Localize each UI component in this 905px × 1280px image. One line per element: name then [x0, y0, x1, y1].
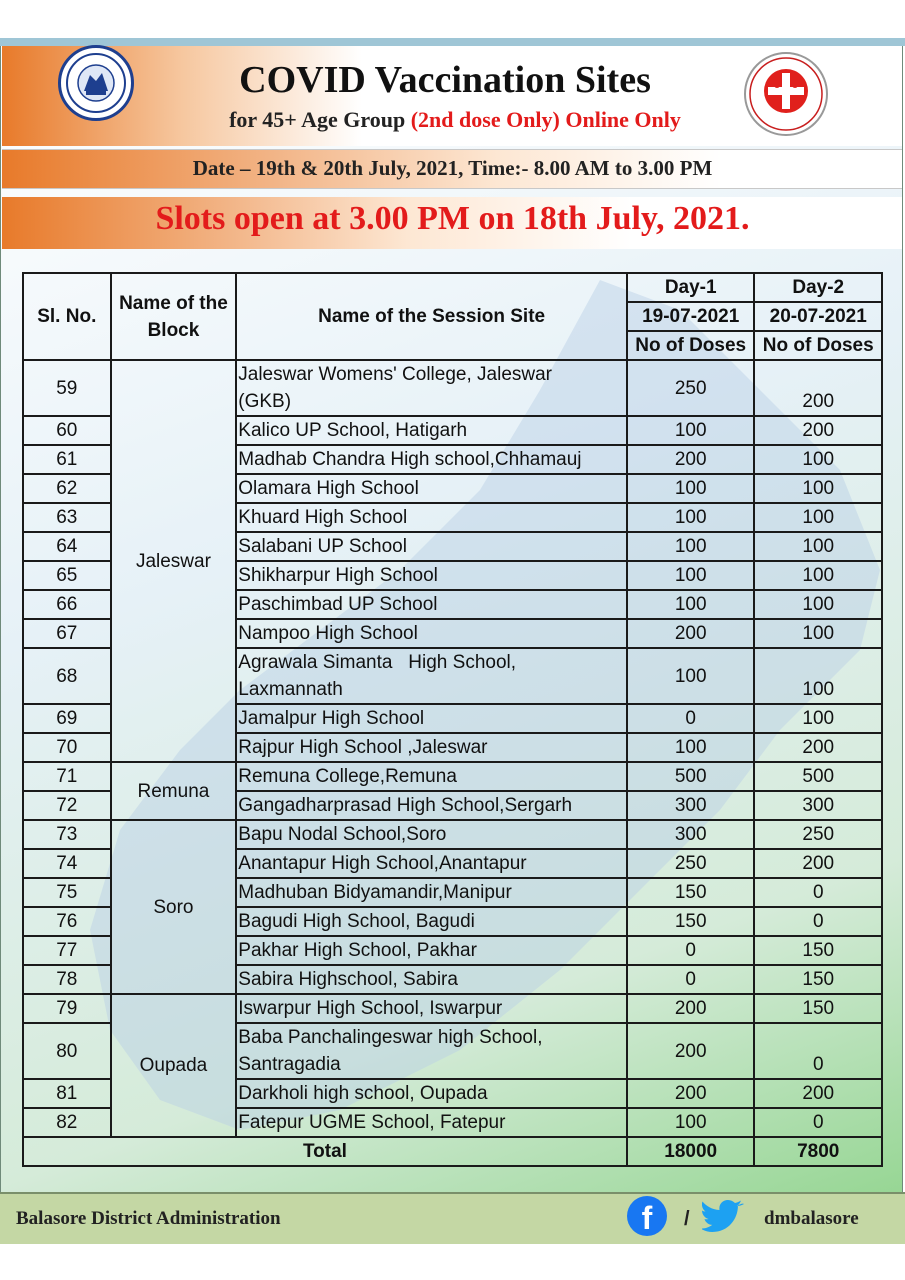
- block-cell-remuna: Remuna: [111, 762, 237, 820]
- row-site: [236, 1023, 627, 1079]
- row-sl: 71: [23, 762, 111, 791]
- header-day2: Day-2: [754, 273, 882, 302]
- row-sl: 63: [23, 503, 111, 532]
- row-day2-doses: 200: [754, 733, 882, 762]
- row-site-line2: Laxmannath: [238, 679, 343, 700]
- row-site: Sabira Highschool, Sabira: [236, 965, 627, 994]
- header-block: Name of the Block: [111, 273, 237, 360]
- row-sl: 80: [23, 1023, 111, 1079]
- row-day2-doses: 200: [754, 360, 882, 416]
- row-day1-doses: 0: [627, 704, 755, 733]
- total-label: Total: [23, 1137, 627, 1166]
- row-day1-doses: 100: [627, 590, 755, 619]
- top-strip: [0, 38, 905, 46]
- row-day1-doses: 250: [627, 849, 755, 878]
- row-site-line2: Santragadia: [238, 1054, 341, 1075]
- table-row: [23, 994, 882, 1023]
- row-site: Darkholi high school, Oupada: [236, 1079, 627, 1108]
- row-day1-doses: 300: [627, 820, 755, 849]
- row-sl: 61: [23, 445, 111, 474]
- vaccination-sites-table: [22, 272, 883, 1167]
- row-site: Olamara High School: [236, 474, 627, 503]
- row-sl: 69: [23, 704, 111, 733]
- row-sl: 81: [23, 1079, 111, 1108]
- row-site-line1: Jaleswar Womens' College, Jaleswar: [238, 364, 552, 385]
- total-day2: 7800: [754, 1137, 882, 1166]
- row-day1-doses: 150: [627, 907, 755, 936]
- row-site: Anantapur High School,Anantapur: [236, 849, 627, 878]
- row-day1-doses: 100: [627, 503, 755, 532]
- row-day1-doses: 200: [627, 619, 755, 648]
- row-site: Remuna College,Remuna: [236, 762, 627, 791]
- footer-handle[interactable]: dmbalasore: [764, 1208, 859, 1229]
- row-day1-doses: 200: [627, 1023, 755, 1079]
- row-day2-doses: 500: [754, 762, 882, 791]
- row-sl: 68: [23, 648, 111, 704]
- row-day1-doses: 200: [627, 1079, 755, 1108]
- row-site: Bapu Nodal School,Soro: [236, 820, 627, 849]
- row-sl: 65: [23, 561, 111, 590]
- row-sl: 74: [23, 849, 111, 878]
- row-day1-doses: 100: [627, 1108, 755, 1137]
- row-sl: 82: [23, 1108, 111, 1137]
- footer-org-name: Balasore District Administration: [16, 1208, 281, 1229]
- page-subtitle: [150, 107, 760, 133]
- block-cell-oupada: Oupada: [111, 994, 237, 1137]
- facebook-icon[interactable]: f: [627, 1196, 667, 1236]
- row-day2-doses: 100: [754, 532, 882, 561]
- row-sl: 70: [23, 733, 111, 762]
- row-day2-doses: 0: [754, 907, 882, 936]
- row-sl: 78: [23, 965, 111, 994]
- row-site: Nampoo High School: [236, 619, 627, 648]
- row-sl: 67: [23, 619, 111, 648]
- row-sl: 62: [23, 474, 111, 503]
- row-day1-doses: 100: [627, 532, 755, 561]
- row-site: Kalico UP School, Hatigarh: [236, 416, 627, 445]
- row-sl: 60: [23, 416, 111, 445]
- table-row: [23, 820, 882, 849]
- row-sl: 66: [23, 590, 111, 619]
- header-day1-doses: No of Doses: [627, 331, 755, 360]
- row-day2-doses: 100: [754, 445, 882, 474]
- row-day2-doses: 100: [754, 648, 882, 704]
- row-site-line2: (GKB): [238, 391, 292, 412]
- total-row: [23, 1137, 882, 1166]
- row-sl: 64: [23, 532, 111, 561]
- table-row: [23, 360, 882, 416]
- row-day2-doses: 200: [754, 1079, 882, 1108]
- header-day1-date: 19-07-2021: [627, 302, 755, 331]
- row-site: Khuard High School: [236, 503, 627, 532]
- row-day1-doses: 100: [627, 648, 755, 704]
- row-day2-doses: 150: [754, 965, 882, 994]
- row-day2-doses: 200: [754, 849, 882, 878]
- row-site: Fatepur UGME School, Fatepur: [236, 1108, 627, 1137]
- row-site: Rajpur High School ,Jaleswar: [236, 733, 627, 762]
- row-day2-doses: 150: [754, 936, 882, 965]
- row-sl: 59: [23, 360, 111, 416]
- subtitle-dose-note: (2nd dose Only) Online Only: [410, 107, 681, 132]
- row-day1-doses: 100: [627, 733, 755, 762]
- row-day2-doses: 150: [754, 994, 882, 1023]
- row-site: Salabani UP School: [236, 532, 627, 561]
- row-day1-doses: 200: [627, 445, 755, 474]
- row-site: Jamalpur High School: [236, 704, 627, 733]
- row-day2-doses: 0: [754, 1023, 882, 1079]
- row-day1-doses: 100: [627, 474, 755, 503]
- row-day1-doses: 100: [627, 416, 755, 445]
- header-session-site: Name of the Session Site: [236, 273, 627, 360]
- row-site-line1: Agrawala Simanta High School,: [238, 652, 517, 673]
- row-day2-doses: 0: [754, 1108, 882, 1137]
- subtitle-age-group: for 45+ Age Group: [229, 107, 411, 132]
- odisha-govt-emblem-icon: [58, 45, 134, 121]
- nhm-logo-icon: [744, 52, 828, 136]
- table-row: [23, 762, 882, 791]
- header-sl-no: Sl. No.: [23, 273, 111, 360]
- row-day2-doses: 100: [754, 503, 882, 532]
- header-day2-date: 20-07-2021: [754, 302, 882, 331]
- row-sl: 73: [23, 820, 111, 849]
- row-site: [236, 360, 627, 416]
- row-day2-doses: 100: [754, 590, 882, 619]
- row-site: Paschimbad UP School: [236, 590, 627, 619]
- row-sl: 72: [23, 791, 111, 820]
- row-day1-doses: 200: [627, 994, 755, 1023]
- row-site: Bagudi High School, Bagudi: [236, 907, 627, 936]
- row-site: Madhab Chandra High school,Chhamauj: [236, 445, 627, 474]
- header-day2-doses: No of Doses: [754, 331, 882, 360]
- row-site: Gangadharprasad High School,Sergarh: [236, 791, 627, 820]
- date-time-line: Date – 19th & 20th July, 2021, Time:- 8.00 AM to 3.00 PM: [192, 156, 713, 180]
- row-day1-doses: 100: [627, 561, 755, 590]
- block-cell-jaleswar: Jaleswar: [111, 360, 237, 762]
- block-cell-soro: Soro: [111, 820, 237, 994]
- row-day1-doses: 250: [627, 360, 755, 416]
- row-day2-doses: 100: [754, 704, 882, 733]
- row-day2-doses: 100: [754, 474, 882, 503]
- row-site: Shikharpur High School: [236, 561, 627, 590]
- row-day2-doses: 100: [754, 619, 882, 648]
- header-day1: Day-1: [627, 273, 755, 302]
- slot-open-line: Slots open at 3.00 PM on 18th July, 2021.: [155, 200, 750, 237]
- row-day2-doses: 300: [754, 791, 882, 820]
- row-site-line1: Baba Panchalingeswar high School,: [238, 1027, 543, 1048]
- row-sl: 77: [23, 936, 111, 965]
- row-day1-doses: 300: [627, 791, 755, 820]
- row-site: Iswarpur High School, Iswarpur: [236, 994, 627, 1023]
- footer-separator: /: [684, 1208, 690, 1230]
- row-sl: 75: [23, 878, 111, 907]
- row-sl: 76: [23, 907, 111, 936]
- row-day2-doses: 250: [754, 820, 882, 849]
- row-site: Pakhar High School, Pakhar: [236, 936, 627, 965]
- page-title: COVID Vaccination Sites: [239, 59, 651, 101]
- row-day1-doses: 150: [627, 878, 755, 907]
- total-day1: 18000: [627, 1137, 755, 1166]
- row-sl: 79: [23, 994, 111, 1023]
- row-day2-doses: 200: [754, 416, 882, 445]
- row-day1-doses: 0: [627, 965, 755, 994]
- row-site: [236, 648, 627, 704]
- row-day2-doses: 100: [754, 561, 882, 590]
- row-day1-doses: 500: [627, 762, 755, 791]
- row-day2-doses: 0: [754, 878, 882, 907]
- row-site: Madhuban Bidyamandir,Manipur: [236, 878, 627, 907]
- row-day1-doses: 0: [627, 936, 755, 965]
- twitter-icon[interactable]: [702, 1200, 746, 1234]
